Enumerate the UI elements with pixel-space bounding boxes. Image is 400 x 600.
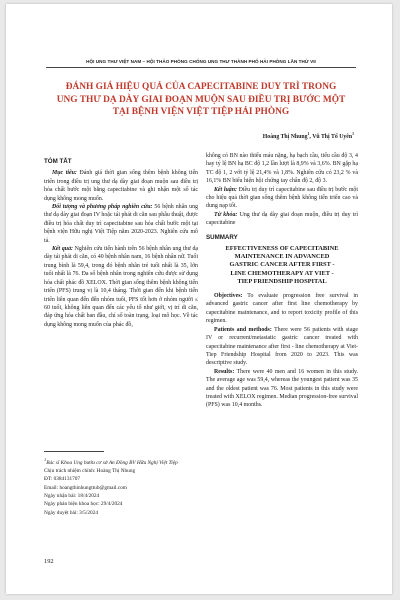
title-line: UNG THƯ DẠ DÀY GIAI ĐOẠN MUỘN SAU ĐIỀU TRỊ BƯỚC MỘT <box>56 94 346 105</box>
results-en-paragraph <box>206 368 358 410</box>
author-name: Vũ Thị Tố Uyên <box>312 133 353 140</box>
keywords-paragraph <box>206 211 358 228</box>
objective-label: Mục tiêu: <box>52 170 77 177</box>
header-rule <box>46 67 356 68</box>
right-column <box>206 152 358 410</box>
summary-heading: SUMMARY <box>206 233 238 241</box>
english-title-line: GASTRIC CANCER AFTER FIRST - <box>229 261 335 269</box>
english-title <box>206 245 358 286</box>
english-title-line: LINE CHEMOTHERAPY AT VIET - <box>230 269 334 277</box>
results-paragraph <box>44 245 198 329</box>
affiliation-mark: 1 <box>352 132 354 136</box>
phone: ĐT: 0384131707 <box>44 476 81 483</box>
running-head: HỘI UNG THƯ VIỆT NAM – HỘI THẢO PHÒNG CHỐNG UNG THƯ THÀNH PHỐ HẢI PHÒNG LẦN THỨ VII <box>86 59 316 64</box>
article-page <box>6 4 392 594</box>
patients-methods-label: Patients and methods: <box>214 326 272 333</box>
english-title-line: EFFECTIVENESS OF CAPECITABINE <box>225 245 339 253</box>
patients-methods-paragraph <box>206 326 358 368</box>
keywords-text: Ung thư dạ dày giai đoạn muộn, điều trị duy trì capecitabine <box>206 211 358 227</box>
objectives-text: To evaluate progression free survival in advanced gastric cancer after first line chemotherapy by capecitabine maintenance, and to report toxicity profile of this regimen. <box>206 293 358 325</box>
conclusion-text: Điều trị duy trì capecitabine sau điều trị bước một cho hiệu quả thời gian sống thêm bệnh không tiến triển cao và dung nạp tốt. <box>206 186 358 210</box>
affiliation-text: Bác sĩ Khoa Ung bướu cơ sở An Đồng BV Hữu Nghị Việt Tiệp <box>46 459 178 466</box>
affiliation-mark: 1 <box>307 132 310 136</box>
title-line: ĐÁNH GIÁ HIỆU QUẢ CỦA CAPECITABINE DUY TRÌ TRONG <box>65 82 337 92</box>
english-title-line: TIEP FRIENDSHIP HOSPITAL <box>237 277 327 285</box>
affiliation-note <box>44 456 198 467</box>
page-number: 192 <box>44 558 54 565</box>
objective-text: Đánh giá thời gian sống thêm bệnh không tiến triển trong điều trị ung thư dạ dày giai đoạn muộn sau điều trị hóa chất bước một bằng capecitabine và ghi nhận một số tác dụng không mong muốn. <box>44 170 198 202</box>
footnote <box>44 456 198 517</box>
objectives-paragraph <box>206 292 358 326</box>
patients-methods-text: There were 56 patients with stage IV or recurrent/metastatic gastric cancer treated with capecitabine maintenance after first - line chemotherapy at Viet- Tiep Friendship Hospital from 2020 to 2023. This was descriptive study. <box>206 326 358 367</box>
objectives-label: Objectives: <box>214 293 243 300</box>
author-line <box>263 132 354 140</box>
title-line: TẠI BỆNH VIỆN VIỆT TIỆP HẢI PHÒNG <box>112 107 290 117</box>
results-en-text: There were 40 men and 16 women in this study. The average age was 59,4, whereas the youngest patient was 35 and the oldest patient was 76. Most patients in this study were treated with XELOX regimen. Median progression-free survival (PFS) was 10,4 months. <box>206 368 358 409</box>
received-date: Ngày nhận bài: 18/4/2024 <box>44 492 100 499</box>
results-label: Kết quả: <box>52 246 73 253</box>
email: Email: hoangthinhungttub@gmail.com <box>44 484 127 491</box>
abstract-heading: TÓM TẮT <box>44 158 72 165</box>
methods-label: Đối tượng và phương pháp nghiên cứu: <box>52 204 153 211</box>
conclusion-paragraph <box>206 186 358 211</box>
review-date: Ngày phản biện khoa học: 29/4/2024 <box>44 501 123 508</box>
conclusion-label: Kết luận: <box>214 186 237 193</box>
author-separator: , <box>309 133 313 140</box>
objective-paragraph <box>44 169 198 203</box>
left-column <box>44 152 198 329</box>
results-text: Nghiên cứu tiến hành trên 56 bệnh nhân ung thư dạ dày tái phát di căn, có 40 bệnh nhân nam, 16 bệnh nhân nữ. Tuổi trung bình là 59,4, trong đó bệnh nhân trẻ tuổi nhất là 35, lớn tuổi nhất là 76. Đa số bệnh nhân trong nghiên cứu được sử dụng hóa chất phác đồ XELOX. Thời gian sống thêm bệnh không tiến triển (PFS) trung vị là 10,4 tháng. Thời gian đến khi bệnh tiến triển liên quan đến đến nhóm tuổi, PFS tốt hơn ở nhóm người ≤ 60 tuổi, không liên quan đến các yếu tố như giới, vị trí di căn, đáp ứng hóa chất ban đầu, chỉ số toàn trạng, loại mô học. Về tác dụng không mong muốn của phác đồ, <box>44 246 199 328</box>
results-en-label: Results: <box>214 368 235 375</box>
english-title-line: MAINTENANCE IN ADVANCED <box>234 253 330 261</box>
article-title <box>56 81 346 119</box>
keywords-label: Từ khóa: <box>214 211 238 218</box>
methods-text: 56 bệnh nhân ung thư dạ dày giai đoạn IV hoặc tái phát di căn sau phẫu thuật, được điều trị hóa chất duy trì capecitabine sau hóa chất bước một tại bệnh viện Hữu nghị Việt Tiệp năm 2020-2023. Nghiên cứu mô tả. <box>44 204 198 244</box>
author-name: Hoàng Thị Nhung <box>262 133 308 140</box>
corresponding-author: Chịu trách nhiệm chính: Hoàng Thị Nhung <box>44 468 136 475</box>
methods-paragraph <box>44 203 198 245</box>
affiliation-mark: 1 <box>44 457 47 462</box>
footnote-rule <box>44 451 104 452</box>
results-continued: không có BN nào thiếu máu nặng, hạ bạch cầu, tiểu cầu độ 3, 4 hay tỷ lệ BN hạ BC độ 1,2 lần lượt là 8,9% và 3,6%. BN gặp hạ TC độ 1, 2 với tỷ lệ 21,4% và 1,8%. Nghiên cứu có 23,2 % và 16,1% BN biểu hiện hội chứng tay chân độ 2, độ 3. <box>206 153 358 185</box>
accepted-date: Ngày duyệt bài: 3/5/2024 <box>44 509 98 516</box>
